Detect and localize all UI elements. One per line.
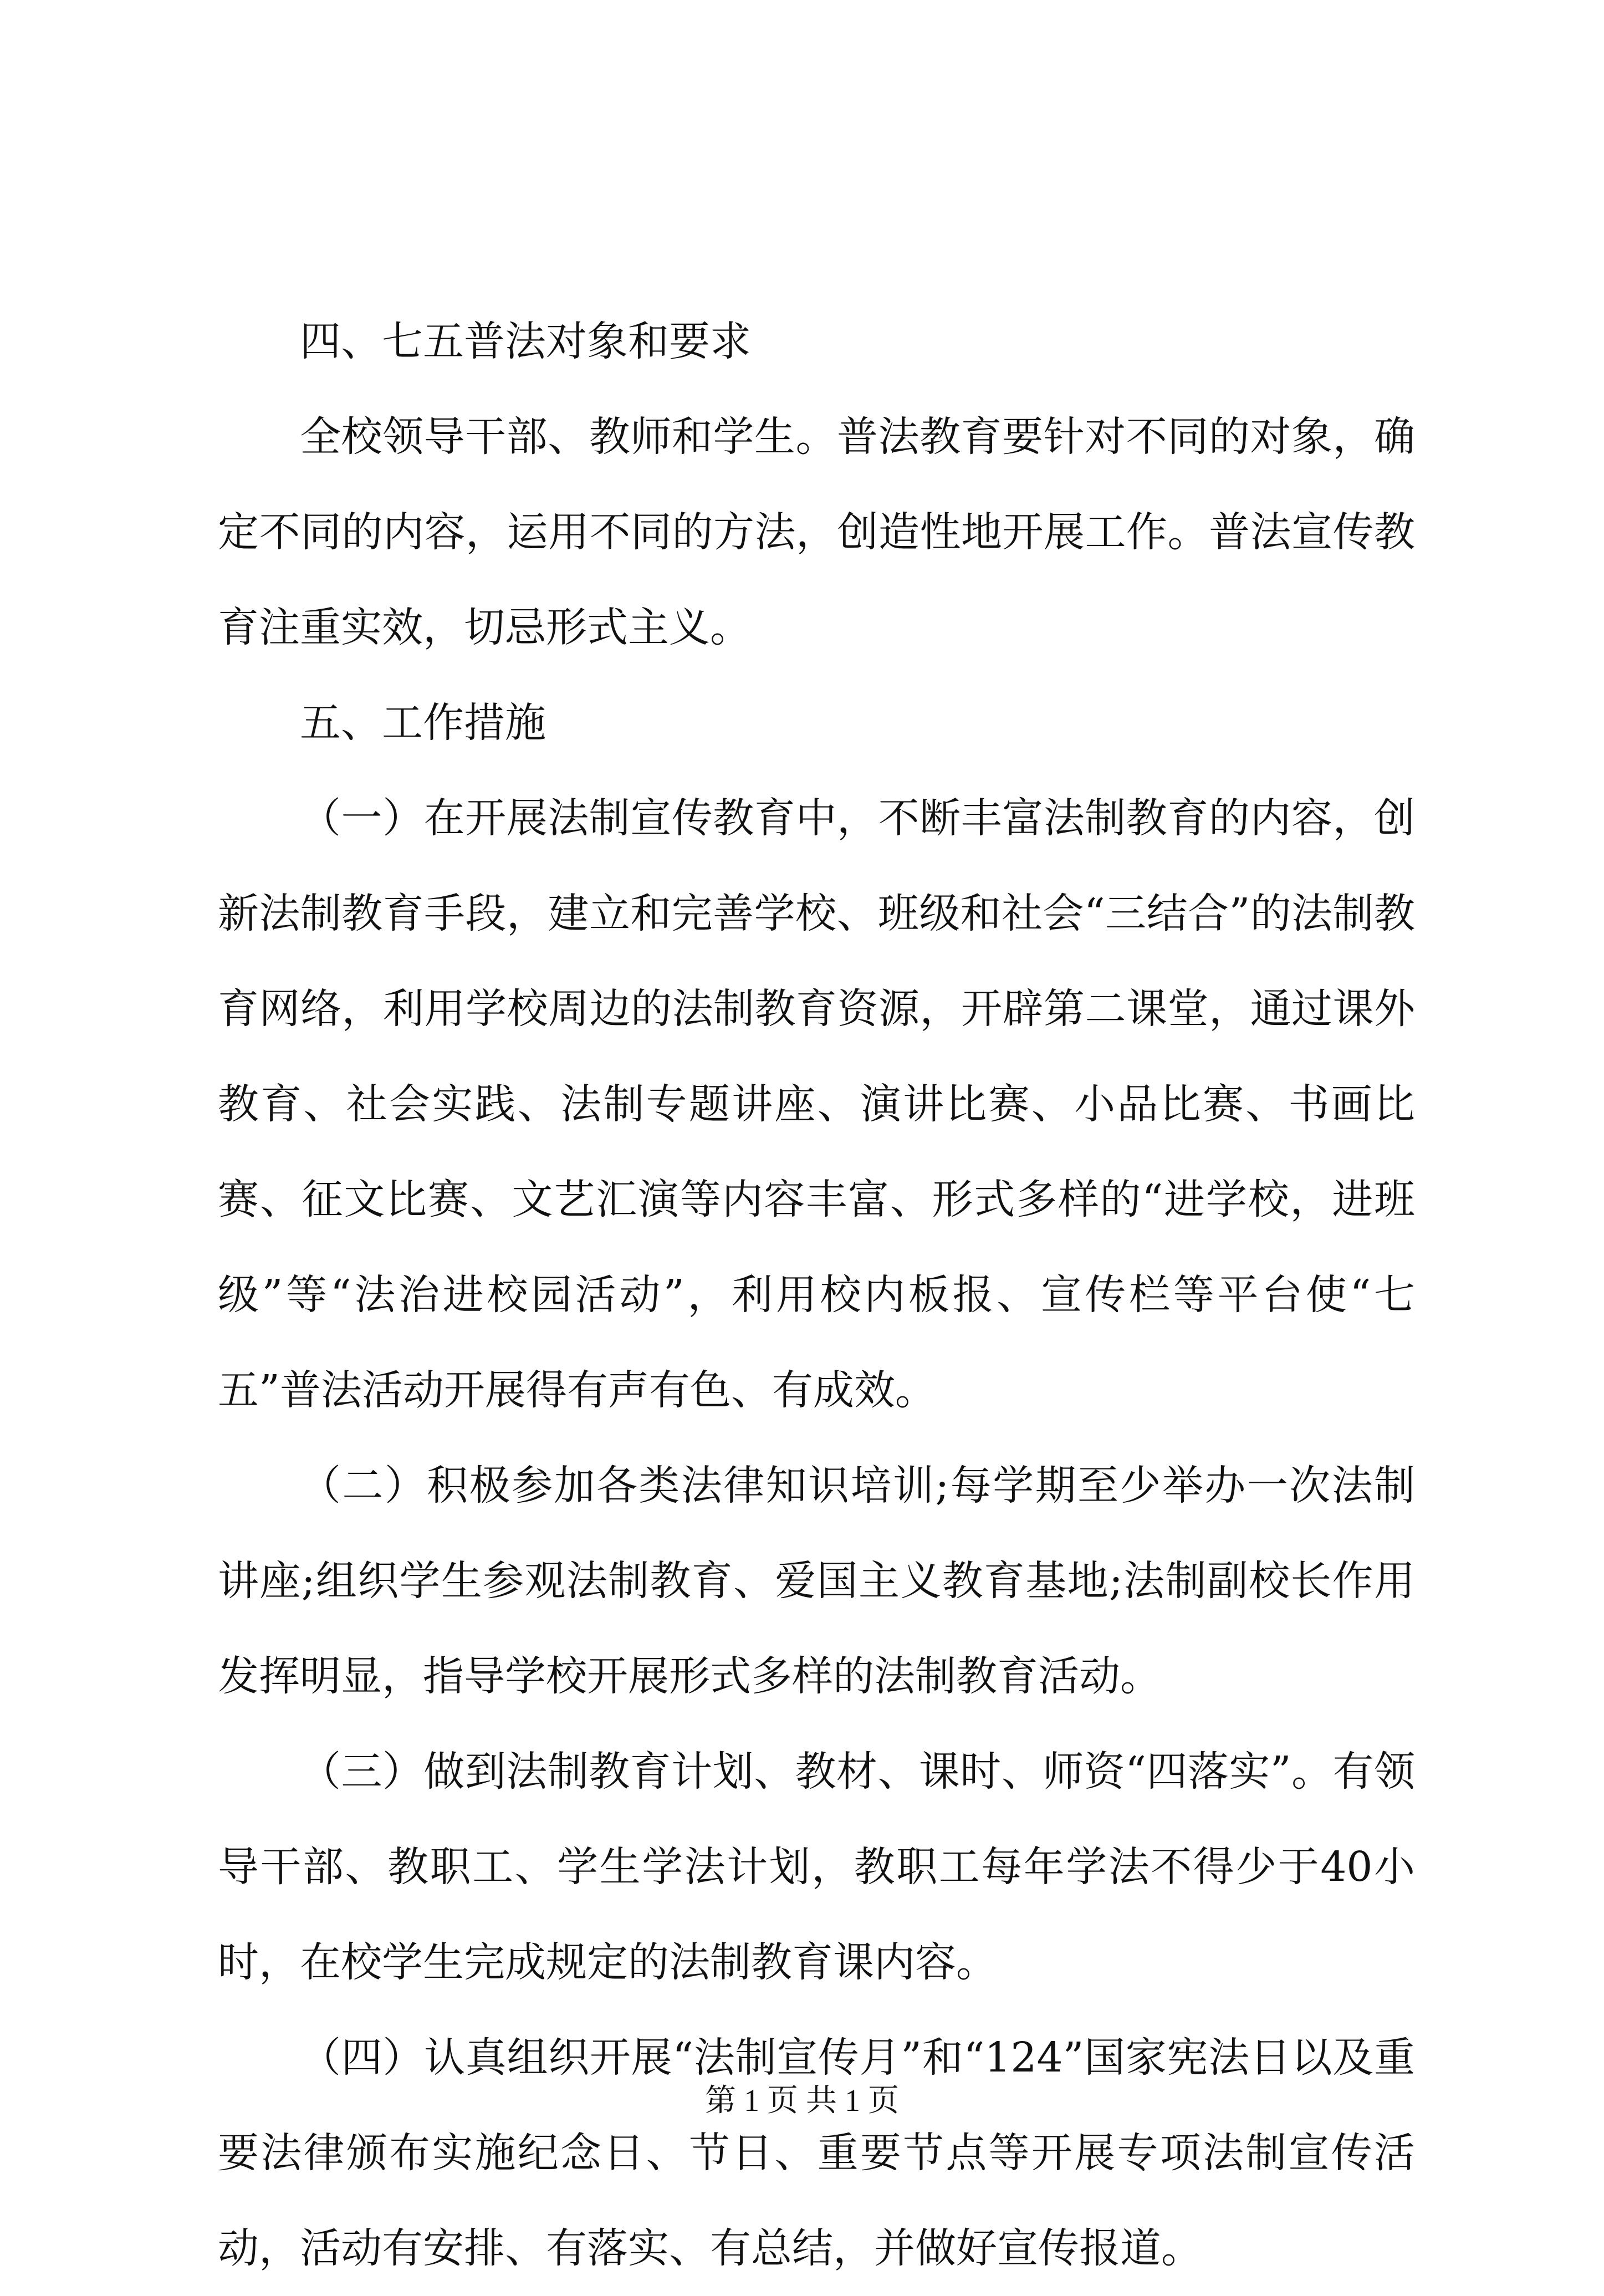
section-heading-objects-requirements: 四、七五普法对象和要求 [300, 318, 751, 365]
section-heading-work-measures: 五、工作措施 [300, 699, 546, 747]
paragraph-measure-1: （一）在开展法制宣传教育中，不断丰富法制教育的内容，创新法制教育手段，建立和完善学校、班级和社会“三结合”的法制教育网络，利用学校周边的法制教育资源，开辟第二课堂，通过课外教育、社会实践、法制专题讲座、演讲比赛、小品比赛、书画比赛、征文比赛、文艺汇演等内容丰富、形式多样的“进学校，进班级”等“法治进校园活动”，利用校内板报、宣传栏等平台使“七五”普法活动开展得有声有色、有成效。 [218, 794, 1415, 1414]
paragraph-measure-3: （三）做到法制教育计划、教材、课时、师资“四落实”。有领导干部、教职工、学生学法计划，教职工每年学法不得少于40小时，在校学生完成规定的法制教育课内容。 [218, 1748, 1415, 1986]
page-footer: 第 1 页 共 1 页 [705, 2084, 899, 2118]
paragraph-measure-4: （四）认真组织开展“法制宣传月”和“124”国家宪法日以及重要法律颁布实施纪念日、节日、重要节点等开展专项法制宣传活动，活动有安排、有落实、有总结，并做好宣传报道。 [218, 2034, 1415, 2272]
paragraph-measure-2: （二）积极参加各类法律知识培训;每学期至少举办一次法制讲座;组织学生参观法制教育、爱国主义教育基地;法制副校长作用发挥明显，指导学校开展形式多样的法制教育活动。 [218, 1462, 1415, 1700]
document-body [218, 294, 1415, 2296]
paragraph-objects-description: 全校领导干部、教师和学生。普法教育要针对不同的对象，确定不同的内容，运用不同的方法，创造性地开展工作。普法宣传教育注重实效，切忌形式主义。 [218, 413, 1415, 651]
